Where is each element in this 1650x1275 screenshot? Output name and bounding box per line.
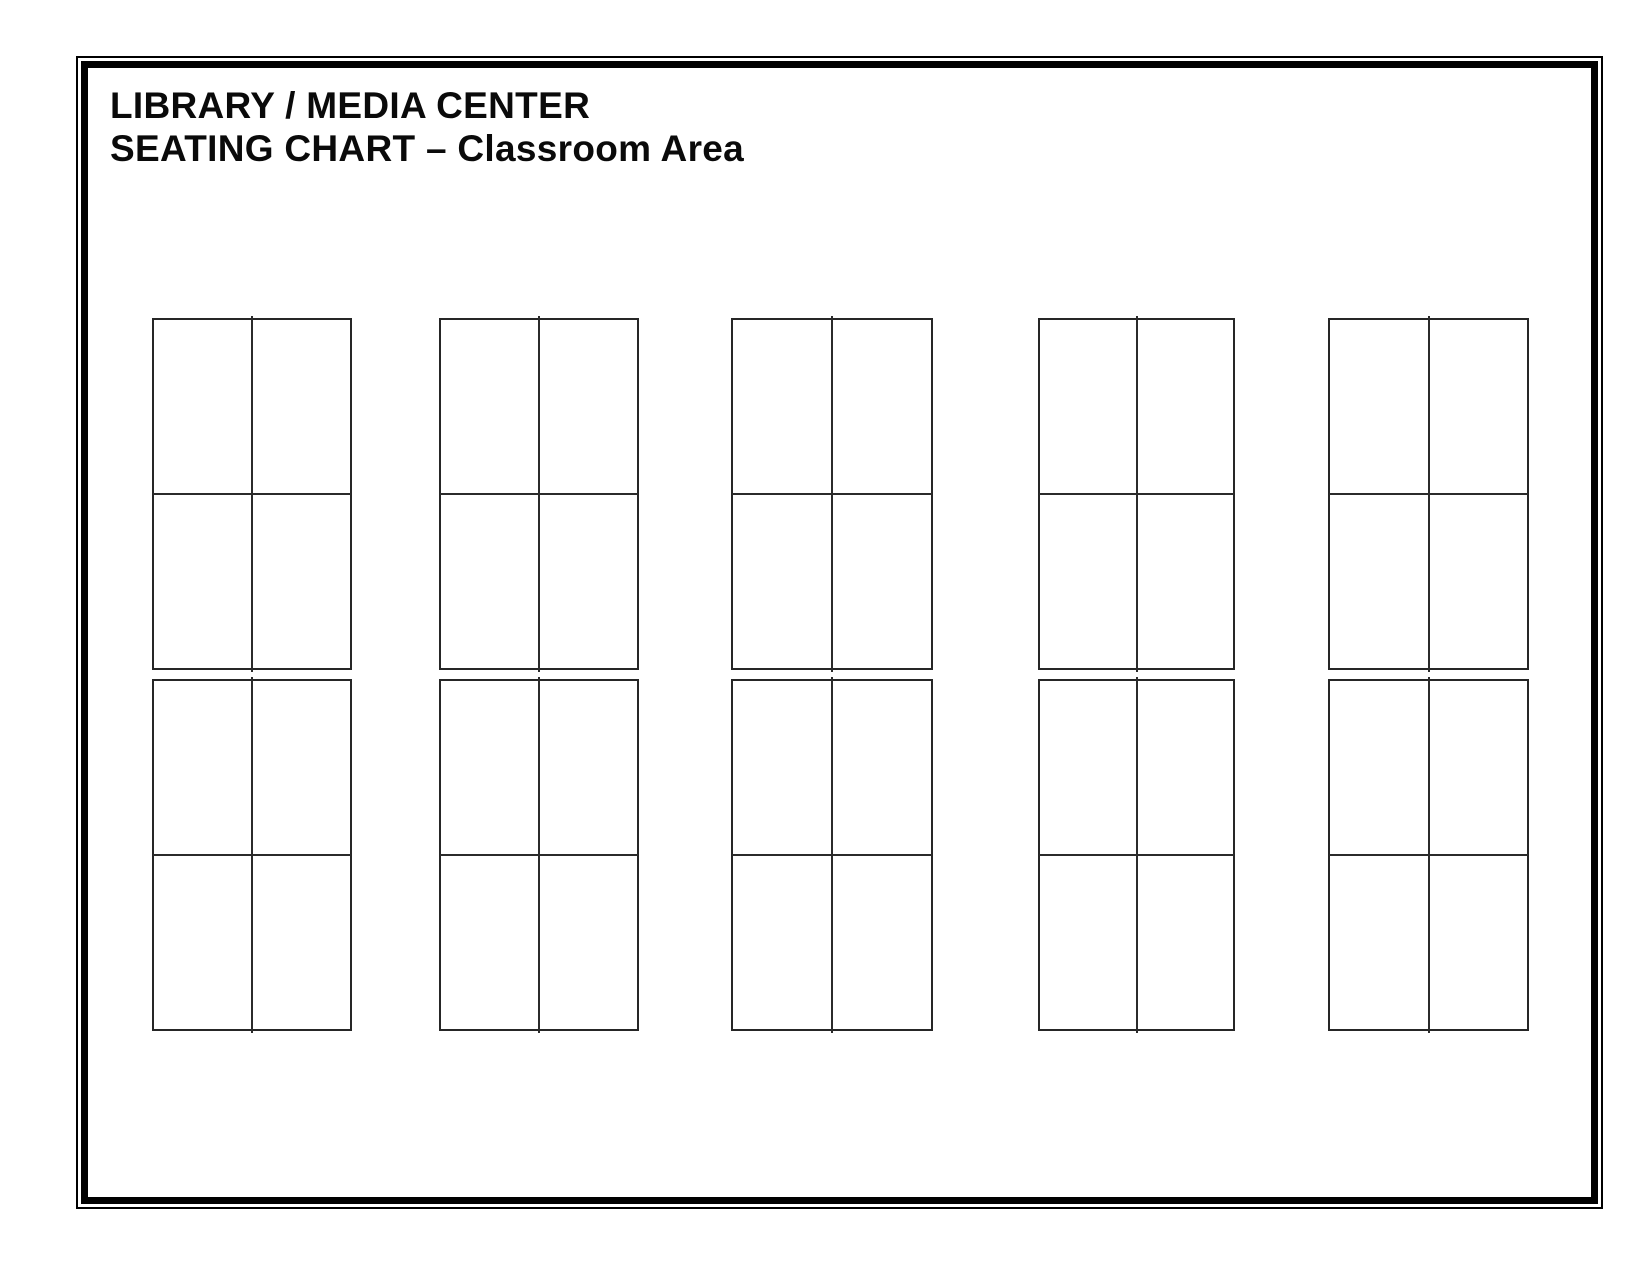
- seat-cell: [441, 681, 539, 855]
- seat-cell: [154, 494, 252, 668]
- seat-cell: [441, 494, 539, 668]
- seat-cell: [733, 681, 832, 855]
- seat-cell: [1040, 681, 1137, 855]
- seat-cell: [539, 681, 637, 855]
- seat-cell: [1429, 320, 1528, 494]
- table: [1038, 679, 1235, 1031]
- title-line-1: LIBRARY / MEDIA CENTER: [110, 85, 591, 126]
- seat-cell: [1040, 494, 1137, 668]
- table: [1038, 318, 1235, 670]
- seat-cell: [832, 681, 931, 855]
- seat-cell: [1330, 320, 1429, 494]
- seat-cell: [252, 320, 350, 494]
- seat-cell: [1330, 855, 1429, 1029]
- table: [439, 679, 639, 1031]
- seat-cell: [539, 320, 637, 494]
- seat-cell: [252, 681, 350, 855]
- seat-cell: [441, 855, 539, 1029]
- seat-cell: [1330, 681, 1429, 855]
- table: [731, 318, 933, 670]
- seat-cell: [1137, 494, 1234, 668]
- seat-cell: [832, 855, 931, 1029]
- table: [152, 318, 352, 670]
- seat-cell: [1429, 681, 1528, 855]
- seat-cell: [1137, 855, 1234, 1029]
- seat-cell: [1137, 681, 1234, 855]
- seat-cell: [1137, 320, 1234, 494]
- table: [1328, 679, 1529, 1031]
- seat-cell: [154, 855, 252, 1029]
- seat-cell: [441, 320, 539, 494]
- seat-cell: [832, 320, 931, 494]
- seat-cell: [1429, 494, 1528, 668]
- title-line-2: SEATING CHART – Classroom Area: [110, 128, 745, 169]
- seat-cell: [1040, 855, 1137, 1029]
- seat-cell: [154, 320, 252, 494]
- seat-cell: [1330, 494, 1429, 668]
- table: [152, 679, 352, 1031]
- seat-cell: [252, 855, 350, 1029]
- seat-cell: [733, 320, 832, 494]
- seat-cell: [252, 494, 350, 668]
- seat-cell: [539, 855, 637, 1029]
- seat-cell: [539, 494, 637, 668]
- table: [731, 679, 933, 1031]
- table: [1328, 318, 1529, 670]
- table: [439, 318, 639, 670]
- seat-cell: [733, 855, 832, 1029]
- seat-cell: [154, 681, 252, 855]
- seat-cell: [1040, 320, 1137, 494]
- seat-cell: [1429, 855, 1528, 1029]
- seat-cell: [832, 494, 931, 668]
- seat-cell: [733, 494, 832, 668]
